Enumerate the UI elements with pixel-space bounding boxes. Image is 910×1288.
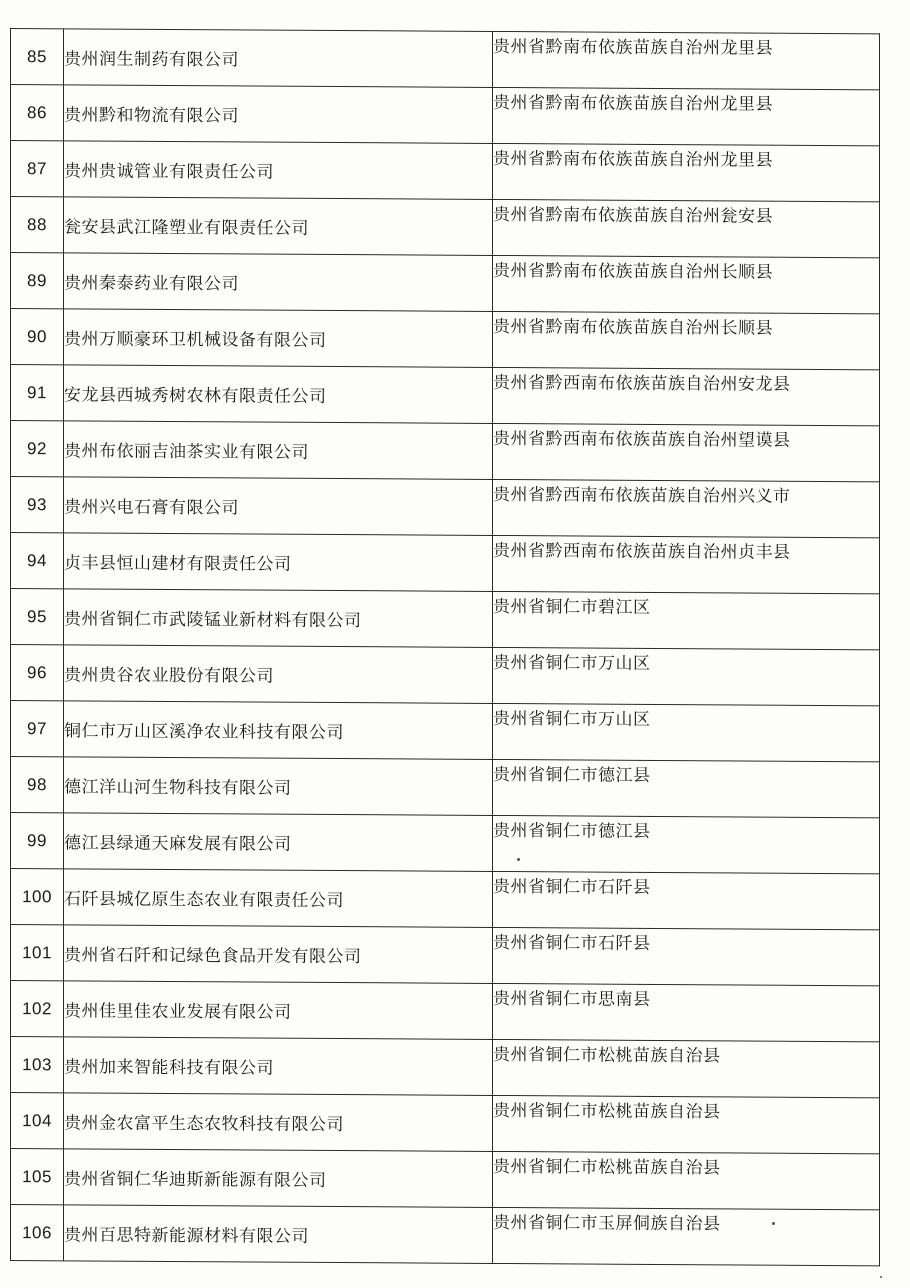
company-region: 贵州省铜仁市德江县 — [493, 759, 880, 817]
company-region: 贵州省黔南布依族苗族自治州龙里县 — [493, 31, 880, 89]
row-number: 88 — [11, 197, 64, 253]
company-region: 贵州省黔南布依族苗族自治州龙里县 — [493, 87, 880, 145]
table-row — [11, 365, 880, 426]
company-name: 铜仁市万山区溪净农业科技有限公司 — [64, 701, 493, 760]
row-number: 93 — [11, 477, 64, 533]
row-number: 105 — [11, 1149, 64, 1205]
company-region: 贵州省黔西南布依族苗族自治州贞丰县 — [493, 535, 880, 593]
row-number: 95 — [11, 589, 64, 645]
table-row — [11, 477, 880, 538]
table-row — [11, 85, 880, 146]
scan-speck — [772, 1222, 775, 1225]
company-name: 贵州佳里佳农业发展有限公司 — [64, 981, 493, 1040]
table-row — [11, 981, 880, 1042]
table-row — [11, 141, 880, 202]
table-row — [11, 701, 880, 762]
company-region: 贵州省黔南布依族苗族自治州长顺县 — [493, 311, 880, 369]
row-number: 94 — [11, 533, 64, 589]
company-region: 贵州省黔南布依族苗族自治州长顺县 — [493, 255, 880, 313]
company-name: 德江县绿通天麻发展有限公司 — [64, 813, 493, 872]
company-region: 贵州省铜仁市思南县 — [493, 983, 880, 1041]
row-number: 87 — [11, 141, 64, 197]
table-row — [11, 533, 880, 594]
company-name: 德江洋山河生物科技有限公司 — [64, 757, 493, 816]
table-row — [11, 869, 880, 930]
table-row — [11, 1037, 880, 1098]
table-row — [11, 589, 880, 650]
scan-speck — [517, 858, 520, 861]
table-row — [11, 1205, 880, 1266]
company-name: 贵州省铜仁市武陵锰业新材料有限公司 — [64, 589, 493, 648]
company-name: 贵州金农富平生态农牧科技有限公司 — [64, 1093, 493, 1152]
company-name: 贞丰县恒山建材有限责任公司 — [64, 533, 493, 592]
company-name: 贵州万顺豪环卫机械设备有限公司 — [64, 309, 493, 368]
company-region: 贵州省铜仁市石阡县 — [493, 871, 880, 929]
company-roster-table — [10, 28, 880, 1266]
row-number: 98 — [11, 757, 64, 813]
row-number: 101 — [11, 925, 64, 981]
table-row — [11, 813, 880, 874]
row-number: 85 — [11, 29, 64, 85]
company-name: 瓮安县武江隆塑业有限责任公司 — [64, 197, 493, 256]
row-number: 89 — [11, 253, 64, 309]
company-region: 贵州省铜仁市松桃苗族自治县 — [493, 1039, 880, 1097]
row-number: 99 — [11, 813, 64, 869]
company-region: 贵州省铜仁市碧江区 — [493, 591, 880, 649]
table-row — [11, 29, 880, 90]
table-row — [11, 309, 880, 370]
row-number: 92 — [11, 421, 64, 477]
company-region: 贵州省黔南布依族苗族自治州龙里县 — [493, 143, 880, 201]
company-region: 贵州省铜仁市石阡县 — [493, 927, 880, 985]
company-region: 贵州省黔西南布依族苗族自治州望谟县 — [493, 423, 880, 481]
row-number: 90 — [11, 309, 64, 365]
table-row — [11, 757, 880, 818]
company-name: 贵州兴电石膏有限公司 — [64, 477, 493, 536]
row-number: 103 — [11, 1037, 64, 1093]
table-row — [11, 197, 880, 258]
company-name: 贵州加来智能科技有限公司 — [64, 1037, 493, 1096]
table-row — [11, 645, 880, 706]
company-name: 贵州贵谷农业股份有限公司 — [64, 645, 493, 704]
company-region: 贵州省铜仁市玉屏侗族自治县 — [493, 1207, 880, 1265]
company-name: 贵州润生制药有限公司 — [64, 29, 493, 88]
table-row — [11, 925, 880, 986]
company-name: 贵州布依丽吉油茶实业有限公司 — [64, 421, 493, 480]
table-row — [11, 421, 880, 482]
row-number: 102 — [11, 981, 64, 1037]
company-region: 贵州省铜仁市松桃苗族自治县 — [493, 1095, 880, 1153]
row-number: 104 — [11, 1093, 64, 1149]
table-row — [11, 1149, 880, 1210]
company-region: 贵州省铜仁市万山区 — [493, 647, 880, 705]
company-region: 贵州省黔西南布依族苗族自治州兴义市 — [493, 479, 880, 537]
company-region: 贵州省黔西南布依族苗族自治州安龙县 — [493, 367, 880, 425]
company-region: 贵州省黔南布依族苗族自治州瓮安县 — [493, 199, 880, 257]
row-number: 106 — [11, 1205, 64, 1261]
company-region: 贵州省铜仁市万山区 — [493, 703, 880, 761]
table-row — [11, 253, 880, 314]
company-name: 贵州省铜仁华迪斯新能源有限公司 — [64, 1149, 493, 1208]
company-name: 石阡县城亿原生态农业有限责任公司 — [64, 869, 493, 928]
company-name: 贵州百思特新能源材料有限公司 — [64, 1205, 493, 1264]
row-number: 96 — [11, 645, 64, 701]
company-name: 安龙县西城秀树农林有限责任公司 — [64, 365, 493, 424]
company-name: 贵州贵诚管业有限责任公司 — [64, 141, 493, 200]
company-region: 贵州省铜仁市松桃苗族自治县 — [493, 1151, 880, 1209]
row-number: 97 — [11, 701, 64, 757]
scan-speck — [880, 1276, 882, 1278]
company-name: 贵州省石阡和记绿色食品开发有限公司 — [64, 925, 493, 984]
company-region: 贵州省铜仁市德江县 — [493, 815, 880, 873]
company-name: 贵州秦泰药业有限公司 — [64, 253, 493, 312]
row-number: 91 — [11, 365, 64, 421]
company-name: 贵州黔和物流有限公司 — [64, 85, 493, 144]
row-number: 86 — [11, 85, 64, 141]
roster-body — [11, 29, 880, 1266]
table-row — [11, 1093, 880, 1154]
row-number: 100 — [11, 869, 64, 925]
